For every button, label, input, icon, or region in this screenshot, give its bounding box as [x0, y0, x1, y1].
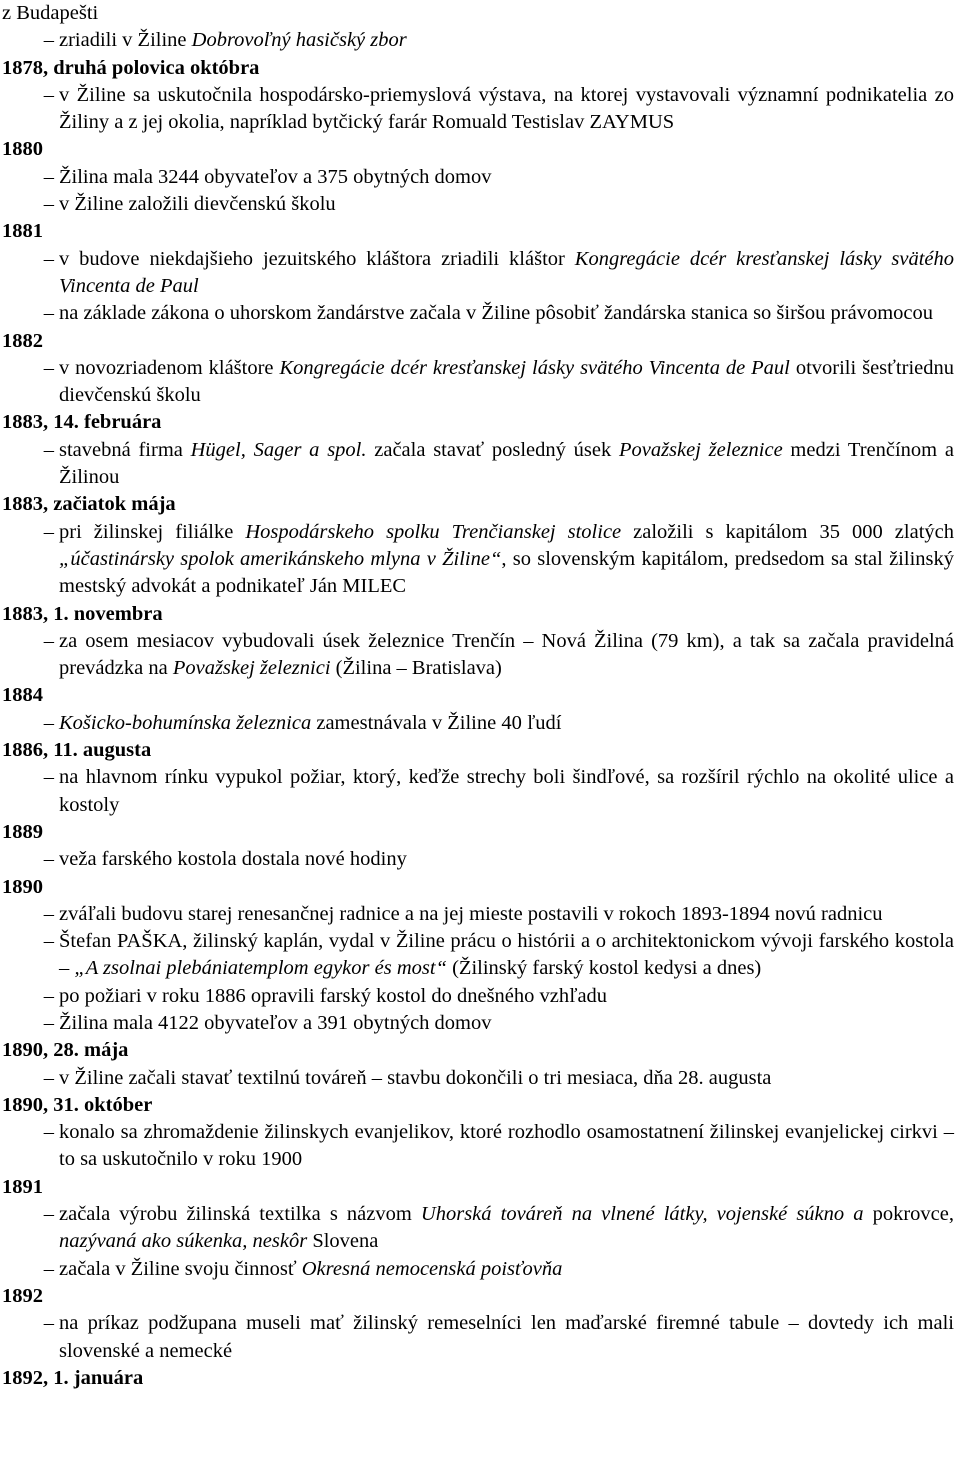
- date-heading: 1881: [2, 220, 43, 243]
- date-heading: 1883, začiatok mája: [2, 493, 176, 516]
- chronicle-entry: [2, 1065, 954, 1092]
- entry-text: [59, 1010, 954, 1037]
- italic-title: Hospodárskeho spolku Trenčianskej stolice: [245, 520, 622, 543]
- text-run: Slovena: [307, 1230, 379, 1253]
- italic-title: nazývaná ako súkenka, neskôr: [59, 1230, 308, 1253]
- chronicle-entry: [2, 82, 954, 137]
- text-run: (Žilina – Bratislava): [330, 657, 502, 680]
- dash-bullet: –: [43, 438, 54, 461]
- entry-text: [59, 628, 954, 683]
- date-heading: 1890, 31. október: [2, 1093, 153, 1116]
- entry-text: [59, 1201, 954, 1256]
- date-heading: 1891: [2, 1175, 43, 1198]
- text-run: pokrovce,: [863, 1203, 954, 1226]
- italic-title: Považskej železnice: [618, 438, 783, 461]
- text-run: za osem mesiacov vybudovali úsek železnice Trenčín – Nová Žilina (79 km), a tak sa začala pravidelná prevádzka na: [59, 629, 954, 680]
- entry-text: [59, 519, 954, 601]
- chronicle-entry: [2, 1010, 954, 1037]
- text-run: stavebná firma: [59, 438, 191, 461]
- chronicle-entry: [2, 1119, 954, 1174]
- dash-bullet: –: [43, 1011, 54, 1034]
- date-heading: 1892: [2, 1284, 43, 1307]
- dash-bullet: –: [43, 1121, 54, 1144]
- text-run: (Žilinský farský kostol kedysi a dnes): [446, 957, 762, 980]
- chronicle-entry: [2, 164, 954, 191]
- text-run: zriadili v Žiline: [59, 29, 192, 52]
- text-run: veža farského kostola dostala nové hodiny: [59, 848, 407, 871]
- entry-text: [59, 710, 954, 737]
- entry-text: [59, 1119, 954, 1174]
- entry-text: [59, 191, 954, 218]
- dash-bullet: –: [43, 711, 54, 734]
- text-run: zamestnávala v Žiline 40 ľudí: [311, 711, 562, 734]
- italic-title: Kongregácie dcér kresťanskej lásky svätého Vincenta de Paul: [59, 247, 954, 297]
- dash-bullet: –: [43, 1257, 54, 1280]
- dash-bullet: –: [43, 629, 54, 652]
- date-heading: 1886, 11. augusta: [2, 739, 152, 762]
- text-run: v budove niekdajšieho jezuitského kláštora zriadili kláštor: [59, 247, 575, 270]
- chronicle-entry: [2, 1310, 954, 1365]
- text-run: v Žiline sa uskutočnila hospodársko-priemyslová výstava, na ktorej vystavovali významní podnikatelia zo Žiliny a z jej okolia, napríklad bytčický farár Romuald Testislav ZAYMUS: [59, 83, 954, 134]
- entry-text: [59, 1256, 954, 1283]
- dash-bullet: –: [43, 848, 54, 871]
- dash-bullet: –: [43, 1066, 54, 1089]
- chronicle-entry: [2, 1256, 954, 1283]
- text-run: zváľali budovu starej renesančnej radnice a na jej mieste postavili v rokoch 1893-1894 novú radnicu: [59, 902, 883, 925]
- continuation-text: [2, 0, 954, 27]
- entry-text: [59, 355, 954, 410]
- italic-title: „účastinársky spolok amerikánskeho mlyna v Žiline“: [59, 547, 502, 570]
- text-run: Štefan PAŠKA, žilinský kaplán, vydal v Žiline prácu o histórii a o architektonickom vývoji farského kostola –: [59, 930, 954, 980]
- dash-bullet: –: [43, 302, 54, 325]
- text-run: Žilina mala 3244 obyvateľov a 375 obytných domov: [59, 165, 492, 188]
- text-run: , so slovenským kapitálom, predsedom sa stal žilinský mestský advokát a podnikateľ Ján MILEC: [59, 547, 954, 598]
- entry-text: [59, 164, 954, 191]
- italic-title: Košicko-bohumínska železnica: [59, 711, 312, 734]
- dash-bullet: –: [43, 356, 54, 379]
- text-run: na príkaz podžupana museli mať žilinský remeselníci len maďarské firemné tabule – dovtedy ich mali slovenské a nemecké: [59, 1312, 954, 1362]
- italic-title: „A zsolnai plebániatemplom egykor és most“: [74, 957, 447, 980]
- chronicle-entry: [2, 355, 954, 410]
- italic-title: Okresná nemocenská poisťovňa: [301, 1257, 563, 1280]
- chronicle-entry: [2, 437, 954, 492]
- entry-text: [59, 846, 954, 873]
- text-run: na základe zákona o uhorskom žandárstve začala v Žiline pôsobiť žandárska stanica so širšou právomocou: [59, 302, 934, 325]
- date-heading: 1882: [2, 329, 43, 352]
- chronicle-entry: [2, 928, 954, 983]
- chronicle-entry: [2, 628, 954, 683]
- dash-bullet: –: [43, 1312, 54, 1335]
- date-heading: 1883, 1. novembra: [2, 602, 163, 625]
- dash-bullet: –: [43, 83, 54, 106]
- entry-text: [59, 1065, 954, 1092]
- entry-text: [59, 901, 954, 928]
- text-run: v Žiline začali stavať textilnú továreň – stavbu dokončili o tri mesiaca, dňa 28. augusta: [59, 1066, 772, 1089]
- chronicle-entry: [2, 901, 954, 928]
- entry-text: [59, 928, 954, 983]
- entry-text: [59, 1310, 954, 1365]
- text-run: medzi Trenčínom a Žilinou: [59, 438, 954, 489]
- text-run: založili s kapitálom 35 000 zlatých: [621, 520, 954, 543]
- text-run: konalo sa zhromaždenie žilinskych evanjelikov, ktoré rozhodlo osamostatnení žilinskej evanjelickej cirkvi – to sa uskutočnilo v roku 1900: [59, 1121, 954, 1171]
- entry-text: [59, 27, 954, 54]
- text-run: na hlavnom rínku vypukol požiar, ktorý, keďže strechy boli šindľové, sa rozšíril rýchlo na okolité ulice a kostoly: [59, 766, 954, 816]
- chronicle-entry: [2, 191, 954, 218]
- chronicle-entry: [2, 983, 954, 1010]
- chronicle-entry: [2, 764, 954, 819]
- entry-text: [59, 82, 954, 137]
- dash-bullet: –: [43, 29, 54, 52]
- chronicle-entry: [2, 246, 954, 301]
- chronicle-entry: [2, 846, 954, 873]
- date-heading: 1883, 14. februára: [2, 411, 162, 434]
- entry-text: [59, 983, 954, 1010]
- italic-title: Hügel, Sager a spol.: [190, 438, 367, 461]
- dash-bullet: –: [43, 984, 54, 1007]
- italic-title: Dobrovoľný hasičský zbor: [191, 29, 407, 52]
- date-heading: 1890: [2, 875, 43, 898]
- text-run: po požiari v roku 1886 opravili farský kostol do dnešného vzhľadu: [59, 984, 608, 1007]
- entry-text: [59, 300, 954, 327]
- dash-bullet: –: [43, 930, 54, 953]
- text-run: začala výrobu žilinská textilka s názvom: [59, 1203, 421, 1226]
- entry-text: [59, 437, 954, 492]
- date-heading: 1889: [2, 820, 43, 843]
- chronicle-entry: [2, 710, 954, 737]
- italic-title: Uhorská továreň na vlnené látky, vojenské súkno a: [420, 1203, 864, 1226]
- date-heading: 1892, 1. januára: [2, 1366, 144, 1389]
- dash-bullet: –: [43, 766, 54, 789]
- dash-bullet: –: [43, 193, 54, 216]
- dash-bullet: –: [43, 520, 54, 543]
- text-run: z Budapešti: [2, 2, 99, 24]
- date-heading: 1884: [2, 684, 43, 707]
- dash-bullet: –: [43, 902, 54, 925]
- chronicle-entry: [2, 1201, 954, 1256]
- italic-title: Považskej železnici: [172, 657, 331, 680]
- chronicle-entry: [2, 300, 954, 327]
- date-heading: 1880: [2, 138, 43, 161]
- text-run: začala v Žiline svoju činnosť: [59, 1257, 302, 1280]
- entry-text: [59, 764, 954, 819]
- text-run: začala stavať posledný úsek: [366, 438, 619, 461]
- dash-bullet: –: [43, 165, 54, 188]
- date-heading: 1878, druhá polovica októbra: [2, 56, 260, 79]
- chronicle-entry: [2, 519, 954, 601]
- text-run: otvorili šesťtriednu dievčenskú školu: [59, 356, 954, 407]
- entry-text: [59, 246, 954, 301]
- italic-title: Kongregácie dcér kresťanskej lásky svätého Vincenta de Paul: [279, 356, 790, 379]
- dash-bullet: –: [43, 1203, 54, 1226]
- dash-bullet: –: [43, 247, 54, 270]
- date-heading: 1890, 28. mája: [2, 1039, 129, 1062]
- text-run: pri žilinskej filiálke: [59, 520, 246, 543]
- text-run: Žilina mala 4122 obyvateľov a 391 obytných domov: [59, 1011, 492, 1034]
- text-run: v novozriadenom kláštore: [59, 356, 280, 379]
- text-run: v Žiline založili dievčenskú školu: [59, 193, 336, 216]
- chronicle-entry: [2, 27, 954, 54]
